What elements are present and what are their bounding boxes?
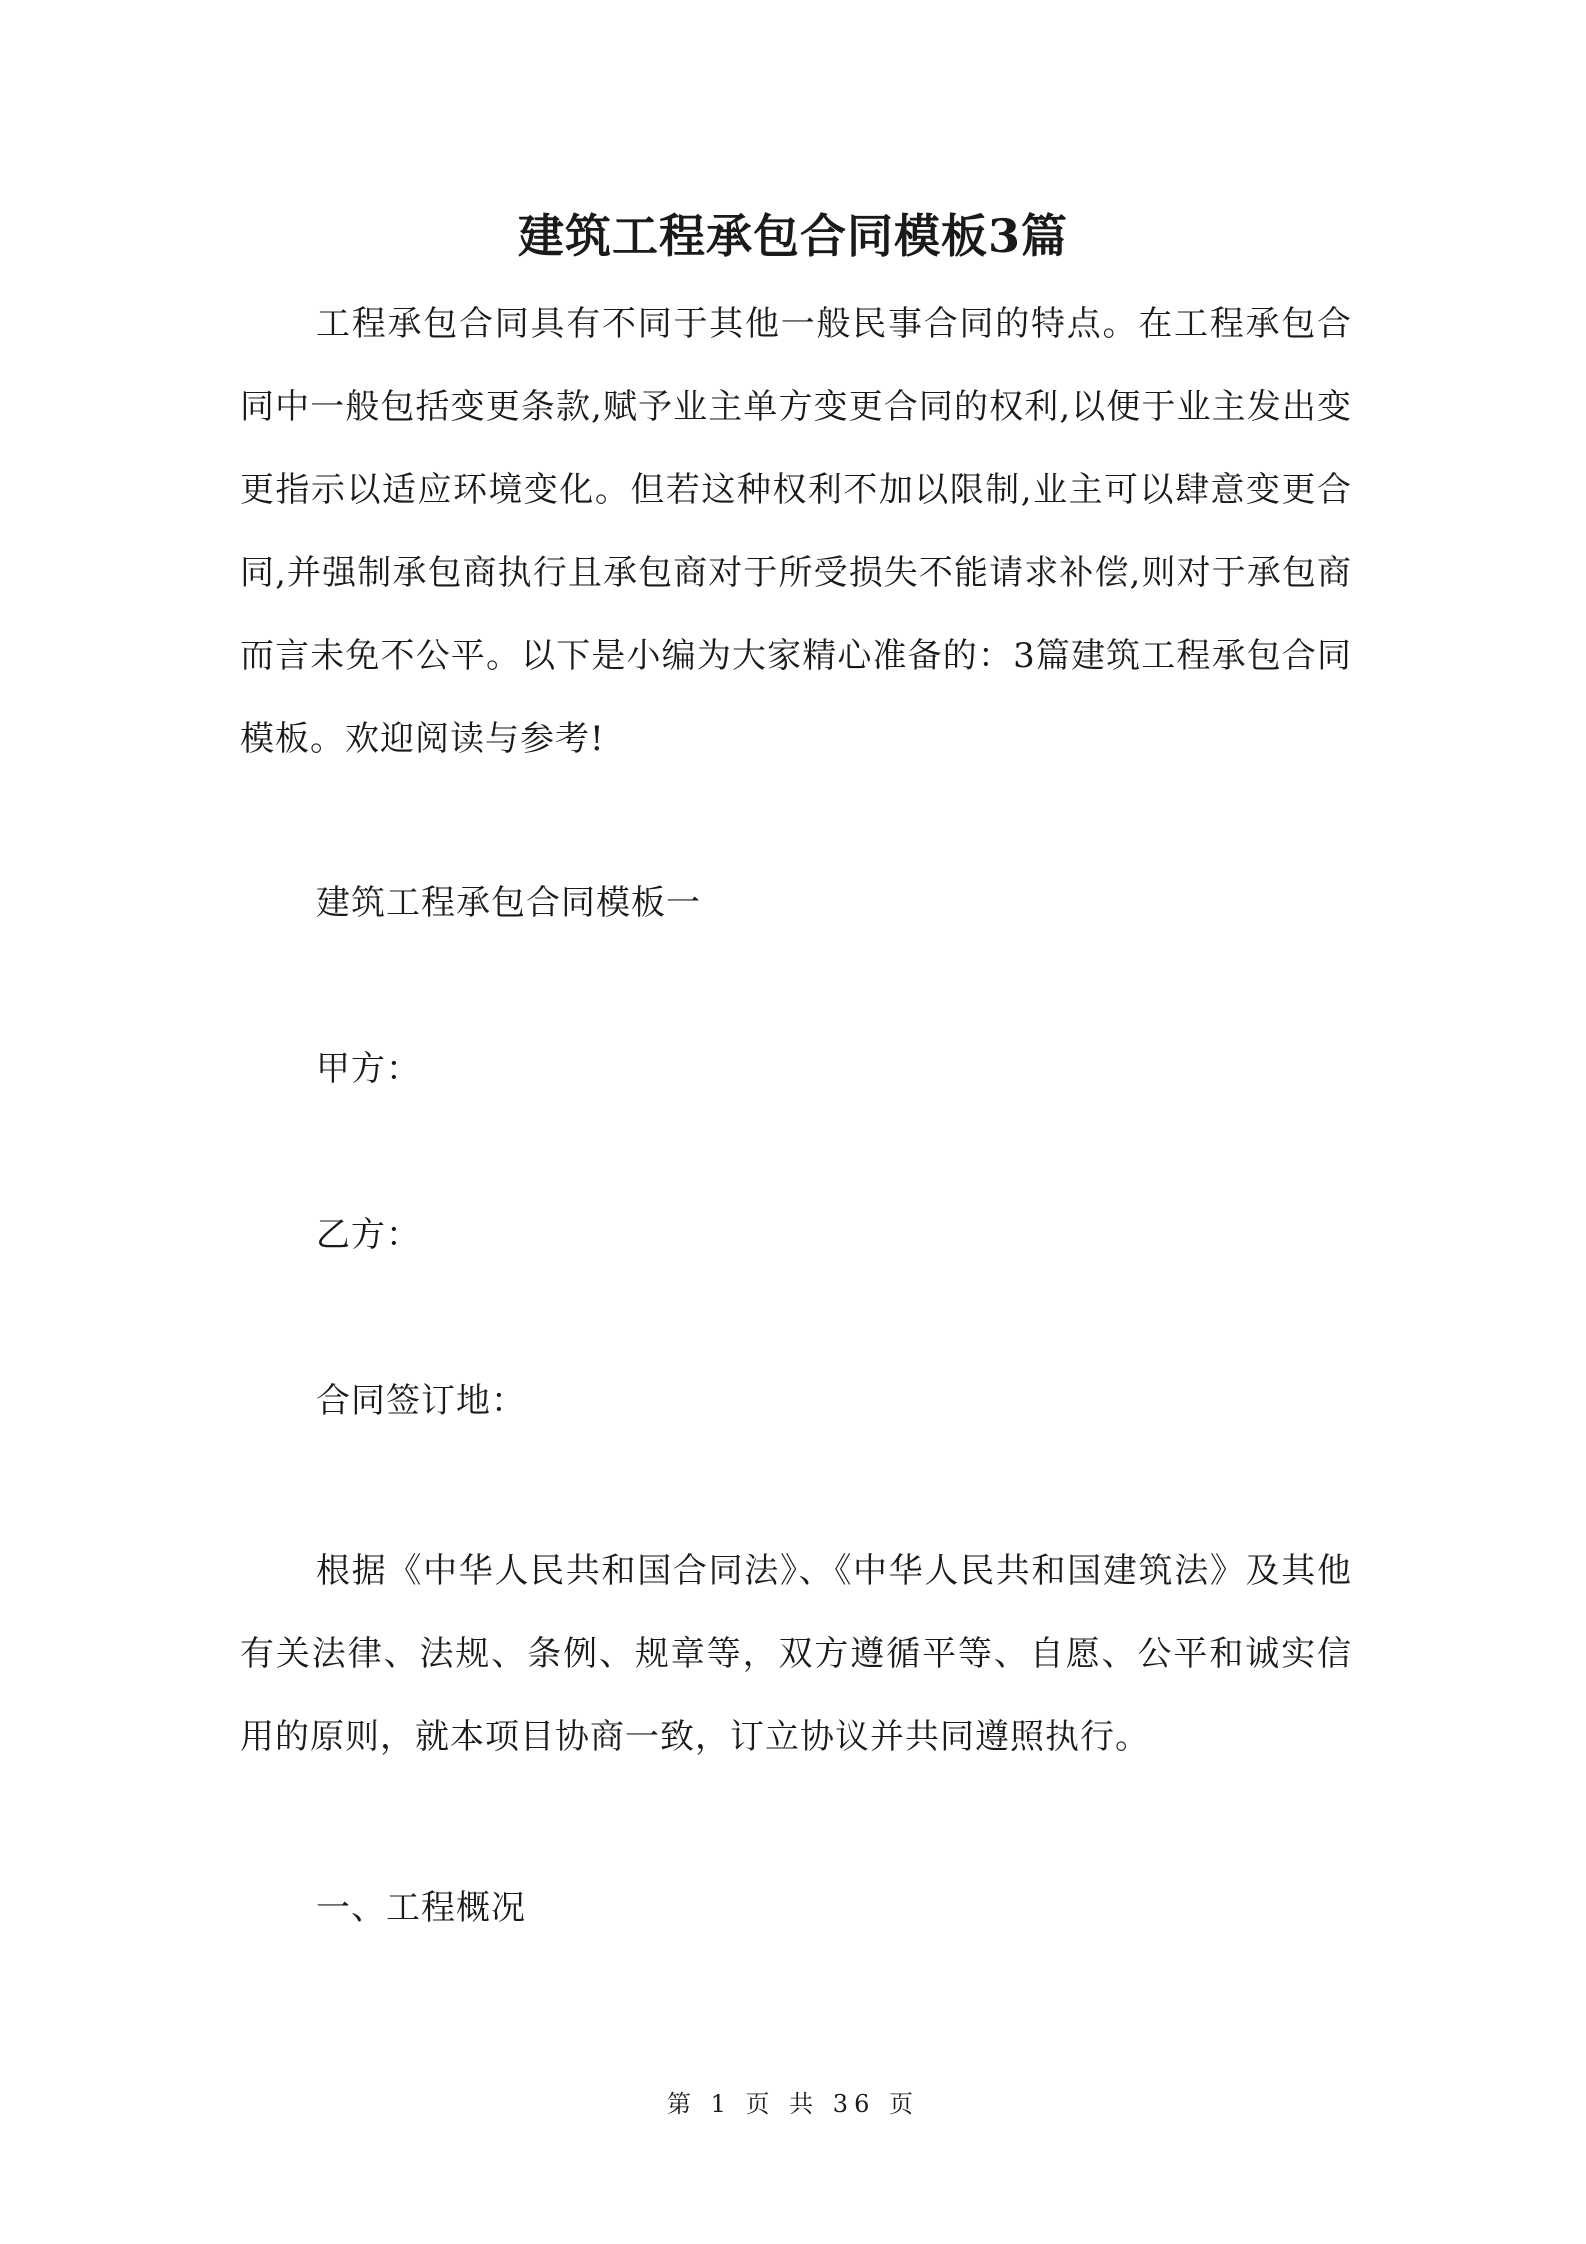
intro-paragraph: 工程承包合同具有不同于其他一般民事合同的特点。在工程承包合同中一般包括变更条款,赋予业主单方变更合同的权利,以便于业主发出变更指示以适应环境变化。但若这种权利不加以限制,业主可以肆意变更合同,并强制承包商执行且承包商对于所受损失不能请求补偿,则对于承包商而言未免不公平。以下是小编为大家精心准备的：3篇建筑工程承包合同模板。欢迎阅读与参考! (240, 304, 1352, 759)
template-heading: 建筑工程承包合同模板一 (316, 883, 701, 923)
section-heading-overview: 一、工程概况 (316, 1888, 526, 1928)
party-b-label: 乙方： (316, 1215, 421, 1255)
legal-basis-paragraph: 根据《中华人民共和国合同法》、《中华人民共和国建筑法》及其他有关法律、法规、条例、规章等，双方遵循平等、自愿、公平和诚实信用的原则，就本项目协商一致，订立协议并共同遵照执行。 (240, 1551, 1352, 1757)
page-number-footer: 第 1 页 共 36 页 (667, 2090, 919, 2118)
signing-place-label: 合同签订地： (316, 1381, 526, 1421)
document-title: 建筑工程承包合同模板3篇 (517, 209, 1068, 263)
party-a-label: 甲方： (316, 1049, 421, 1089)
